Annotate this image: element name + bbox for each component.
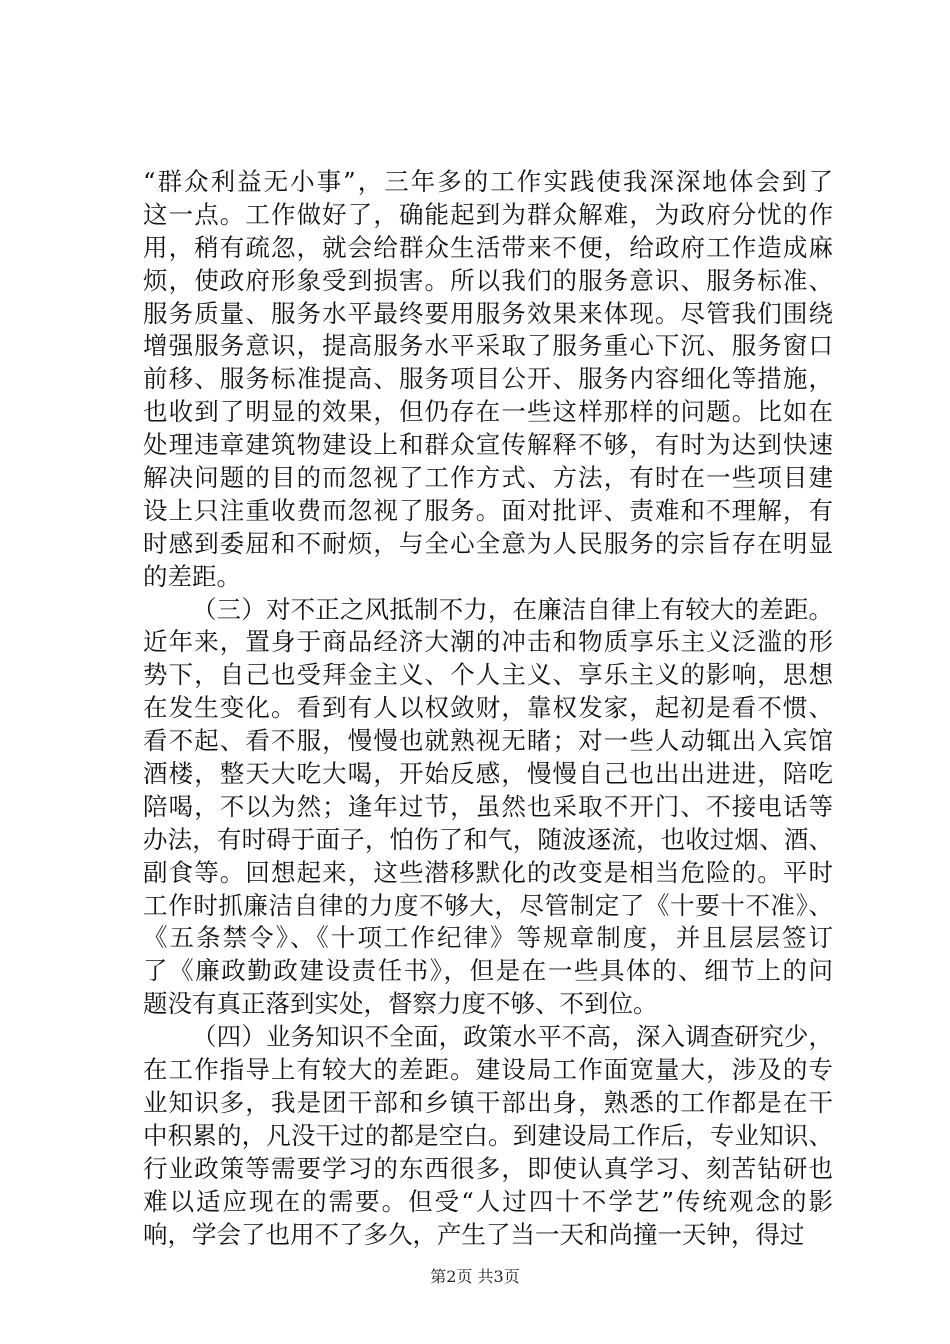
text-line: 增强服务意识，提高服务水平采取了服务重心下沉、服务窗口 [143,331,833,361]
text-line: 工作时抓廉洁自律的力度不够大，尽管制定了《十要十不准》、 [143,890,833,920]
text-line: 在工作指导上有较大的差距。建设局工作面宽量大，涉及的专 [143,1055,833,1085]
text-line: 时感到委屈和不耐烦，与全心全意为人民服务的宗旨存在明显 [143,528,833,558]
text-line: 也收到了明显的效果，但仍存在一些这样那样的问题。比如在 [143,397,833,427]
text-line: 势下，自己也受拜金主义、个人主义、享乐主义的影响，思想 [143,660,833,690]
text-line: 题没有真正落到实处，督察力度不够、不到位。 [143,989,658,1019]
text-line: 业知识多，我是团干部和乡镇干部出身，熟悉的工作都是在干 [143,1087,833,1117]
text-line: （四）业务知识不全面，政策水平不高，深入调查研究少， [192,1022,833,1052]
text-line: 处理违章建筑物建设上和群众宣传解释不够，有时为达到快速 [143,430,833,460]
text-line: 响，学会了也用不了多久，产生了当一天和尚撞一天钟，得过 [143,1219,805,1249]
text-line: （三）对不正之风抵制不力，在廉洁自律上有较大的差距。 [192,594,833,624]
paragraph [143,1021,833,1251]
text-line: 了《廉政勤政建设责任书》，但是在一些具体的、细节上的问 [143,956,833,986]
text-line: 近年来，置身于商品经济大潮的冲击和物质享乐主义泛滥的形 [143,627,833,657]
text-line: 在发生变化。看到有人以权敛财，靠权发家，起初是看不惯、 [143,693,833,723]
text-line: 副食等。回想起来，这些潜移默化的改变是相当危险的。平时 [143,857,833,887]
text-line: “群众利益无小事”，三年多的工作实践使我深深地体会到了 [143,167,833,196]
text-line: 服务质量、服务水平最终要用服务效果来体现。尽管我们围绕 [143,298,833,328]
document-body [143,166,833,1251]
text-line: 前移、服务标准提高、服务项目公开、服务内容细化等措施， [143,364,833,394]
page-footer: 第2页 共3页 [430,1267,520,1286]
text-line: 烦，使政府形象受到损害。所以我们的服务意识、服务标准、 [143,265,833,295]
text-line: 陪喝，不以为然；逢年过节，虽然也采取不开门、不接电话等 [143,791,833,821]
text-line: 中积累的，凡没干过的都是空白。到建设局工作后，专业知识、 [143,1120,833,1150]
text-line: 看不起、看不服，慢慢也就熟视无睹；对一些人动辄出入宾馆 [143,726,833,756]
paragraph [143,594,833,1022]
text-line: 行业政策等需要学习的东西很多，即使认真学习、刻苦钻研也 [143,1153,833,1183]
text-line: 这一点。工作做好了，确能起到为群众解难，为政府分忧的作 [143,199,833,229]
text-line: 难以适应现在的需要。但受“人过四十不学艺”传统观念的影 [143,1186,833,1216]
text-line: 设上只注重收费而忽视了服务。面对批评、责难和不理解，有 [143,495,833,525]
text-line: 办法，有时碍于面子，怕伤了和气，随波逐流，也收过烟、酒、 [143,824,833,854]
text-line: 用，稍有疏忽，就会给群众生活带来不便，给政府工作造成麻 [143,232,833,262]
text-line: 解决问题的目的而忽视了工作方式、方法，有时在一些项目建 [143,463,833,493]
text-line: 酒楼，整天大吃大喝，开始反感，慢慢自己也出出进进，陪吃 [143,759,833,789]
text-line: 的差距。 [143,561,241,591]
paragraph [143,166,833,594]
text-line: 《五条禁令》、《十项工作纪律》等规章制度，并且层层签订 [143,923,833,953]
